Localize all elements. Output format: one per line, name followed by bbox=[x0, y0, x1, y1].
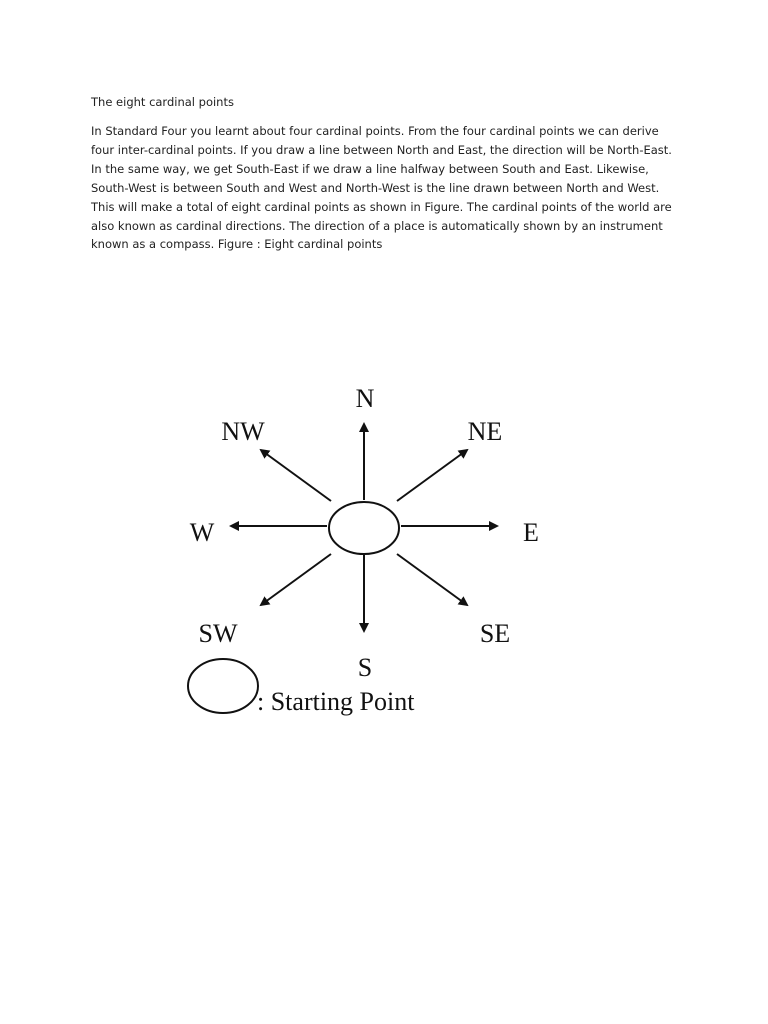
arrow-northwest bbox=[261, 450, 331, 501]
label-se: SE bbox=[479, 619, 511, 648]
label-e: E bbox=[523, 518, 539, 547]
document-paragraph: In Standard Four you learnt about four cardinal points. From the four cardinal points we can derive four inter-cardinal points. If you draw a line between North and East, the direction will be North-East. In the same way, we get South-East if we draw a line halfway between South and East. Likewise, South-West is between South and West and North-West is the line drawn between North and West. This will make a total of eight cardinal points as shown in Figure. The cardinal points of the world are also known as cardinal directions. The direction of a place is automatically shown by an instrument known as a compass. Figure : Eight cardinal points bbox=[91, 124, 672, 252]
label-w: W bbox=[189, 518, 215, 547]
compass-diagram bbox=[175, 378, 545, 723]
arrow-northeast bbox=[397, 450, 467, 501]
label-ne: NE bbox=[467, 417, 503, 446]
compass-figure bbox=[175, 378, 545, 723]
label-n: N bbox=[355, 384, 375, 413]
starting-point-ellipse bbox=[329, 502, 399, 554]
arrow-southeast bbox=[397, 554, 467, 605]
label-sw: SW bbox=[198, 619, 238, 648]
label-s: S bbox=[357, 653, 373, 682]
legend-text: : Starting Point bbox=[257, 687, 415, 716]
legend-ellipse bbox=[188, 659, 258, 713]
document-heading: The eight cardinal points bbox=[91, 95, 234, 109]
arrow-southwest bbox=[261, 554, 331, 605]
label-nw: NW bbox=[221, 417, 265, 446]
